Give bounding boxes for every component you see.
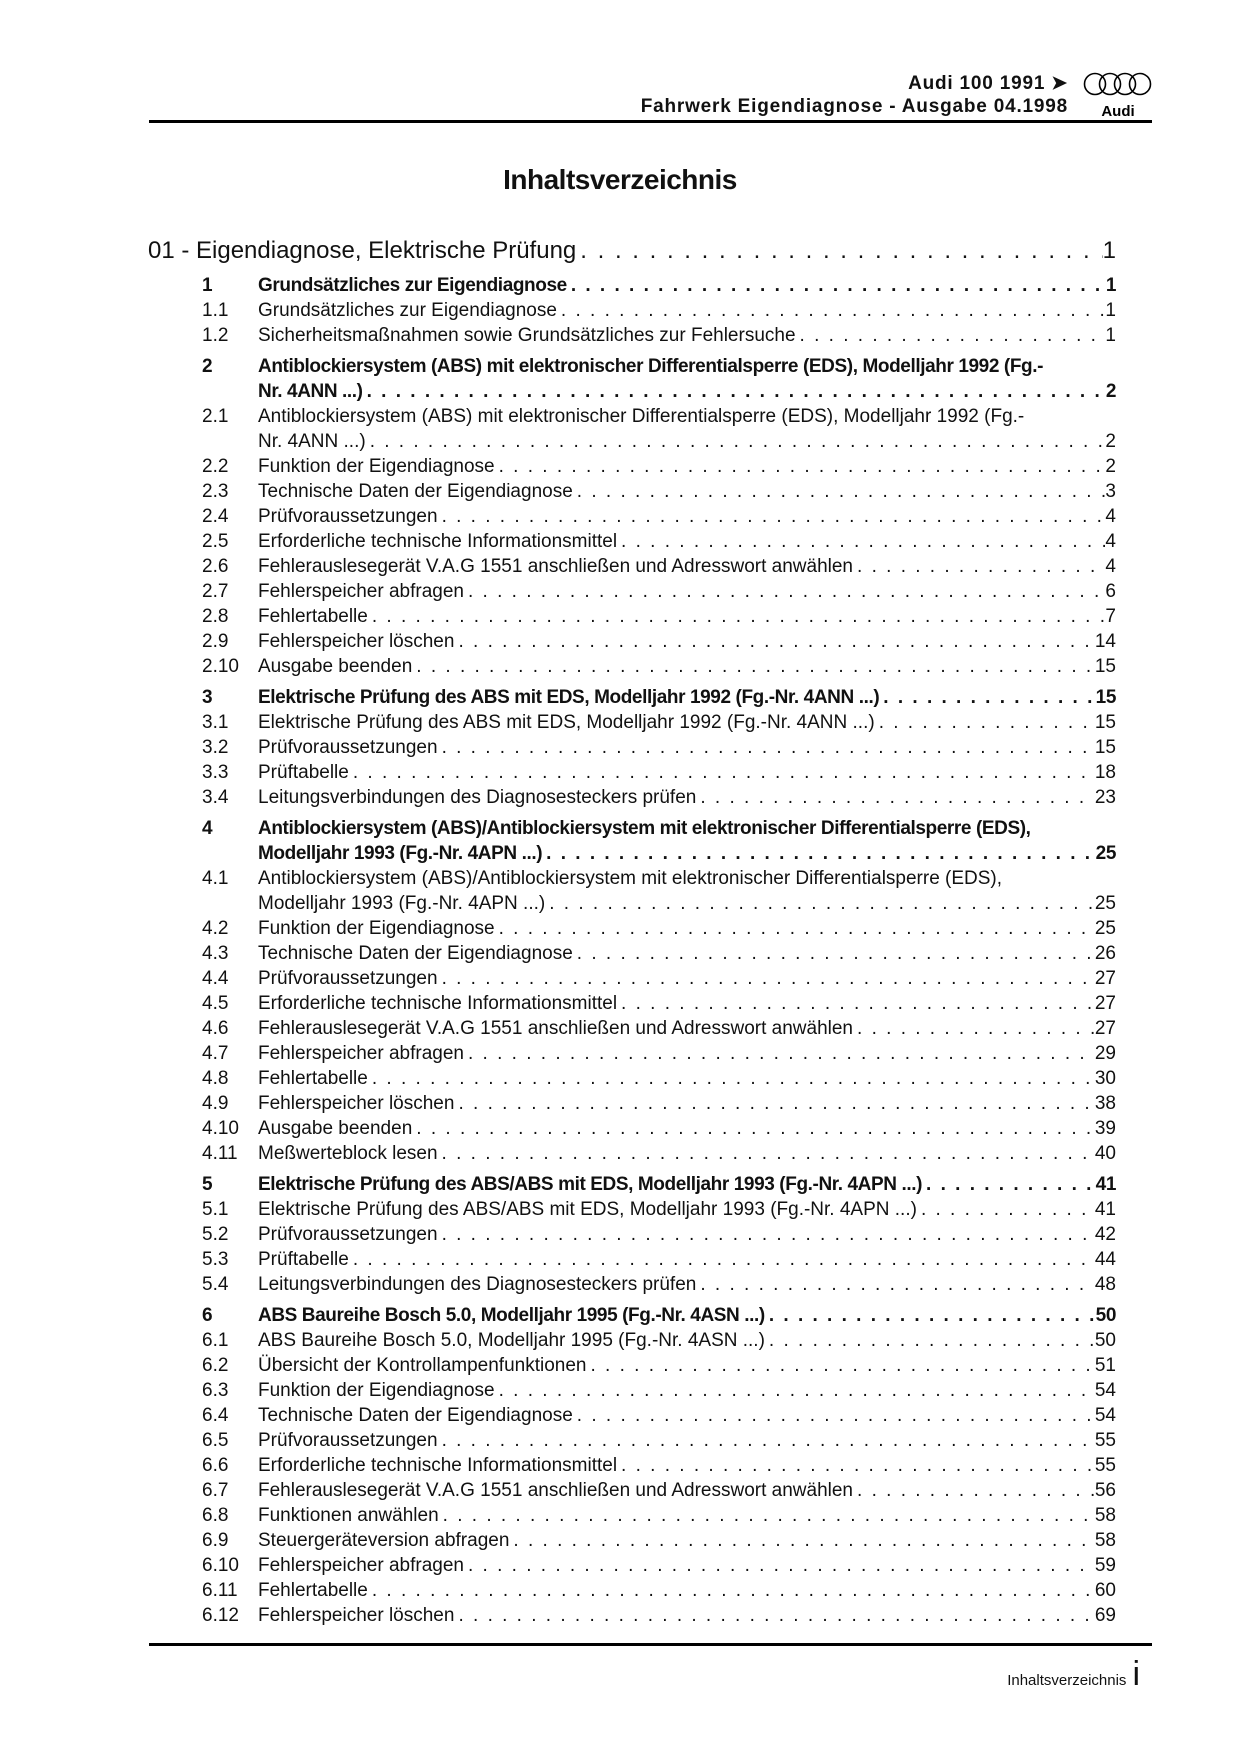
entry-title: Fehlertabelle: [258, 606, 368, 627]
toc-entry[interactable]: [148, 991, 1116, 1016]
toc-entry[interactable]: [148, 735, 1116, 760]
entry-number: 5.4: [202, 1274, 229, 1295]
entry-number: 6: [202, 1305, 213, 1326]
toc-entry[interactable]: [148, 1603, 1116, 1628]
entry-number: 6.3: [202, 1380, 229, 1401]
toc-entry[interactable]: [148, 554, 1116, 579]
entry-number: 5: [202, 1174, 213, 1195]
entry-title: Antiblockiersystem (ABS) mit elektronischer Differentialsperre (EDS), Modelljahr 1992 (Fg.-: [258, 406, 1025, 427]
entry-title: Fehlerspeicher löschen: [258, 1093, 455, 1114]
entry-title: Prüfvoraussetzungen: [258, 968, 438, 989]
entry-title: Fehlertabelle: [258, 1068, 368, 1089]
entry-page: 27: [1094, 993, 1116, 1014]
entry-number: 4.1: [202, 868, 229, 889]
entry-number: 6.6: [202, 1455, 229, 1476]
toc-entry[interactable]: [148, 629, 1116, 654]
entry-number: 4.9: [202, 1093, 229, 1114]
entry-title: Fehlerspeicher löschen: [258, 1605, 455, 1626]
dot-leader: [542, 841, 1096, 866]
dot-leader: [922, 1172, 1096, 1197]
dot-leader: [573, 1403, 1095, 1428]
entry-page: 29: [1094, 1043, 1116, 1064]
dot-leader: [464, 1041, 1095, 1066]
dot-leader: [617, 529, 1105, 554]
entry-page: 14: [1094, 631, 1116, 652]
entry-title: Steuergeräteversion abfragen: [258, 1530, 510, 1551]
toc-entry[interactable]: [148, 404, 1116, 429]
dot-leader: [454, 629, 1094, 654]
header-rule: [149, 120, 1152, 123]
dot-leader: [438, 1428, 1095, 1453]
entry-number: 2.6: [202, 556, 229, 577]
toc-entry[interactable]: [148, 298, 1116, 323]
toc-entry[interactable]: [148, 529, 1116, 554]
entry-title: Technische Daten der Eigendiagnose: [258, 943, 573, 964]
entry-page: 50: [1095, 1305, 1116, 1326]
dot-leader: [495, 916, 1095, 941]
toc-entry[interactable]: [148, 1222, 1116, 1247]
toc-entry[interactable]: [148, 1172, 1116, 1197]
entry-page: 50: [1094, 1330, 1116, 1351]
dot-leader: [439, 1503, 1095, 1528]
entry-title: Prüfvoraussetzungen: [258, 1430, 438, 1451]
dot-leader: [853, 1016, 1095, 1041]
footer: [1007, 1655, 1140, 1694]
toc-entry[interactable]: [148, 685, 1116, 710]
entry-title: Leitungsverbindungen des Diagnosesteckers prüfen: [258, 787, 697, 808]
entry-title: Modelljahr 1993 (Fg.-Nr. 4APN ...): [258, 843, 543, 864]
dot-leader: [412, 1116, 1095, 1141]
dot-leader: [573, 941, 1095, 966]
toc-entry[interactable]: [148, 654, 1116, 679]
toc-entry[interactable]: [148, 1553, 1116, 1578]
entry-title: Erforderliche technische Informationsmittel: [258, 1455, 618, 1476]
entry-number: 2.7: [202, 581, 229, 602]
dot-leader: [557, 298, 1106, 323]
entry-page: 15: [1094, 737, 1116, 758]
toc-entry[interactable]: [148, 1041, 1116, 1066]
entry-page: 54: [1094, 1405, 1116, 1426]
toc-entry[interactable]: [148, 1116, 1116, 1141]
dot-leader: [576, 234, 1102, 267]
entry-number: 3: [202, 687, 213, 708]
entry-number: 2.2: [202, 456, 229, 477]
toc-entry[interactable]: [148, 941, 1116, 966]
entry-number: 1.1: [202, 300, 229, 321]
toc-entry[interactable]: [148, 1016, 1116, 1041]
entry-number: 4.7: [202, 1043, 229, 1064]
entry-page: 58: [1094, 1505, 1116, 1526]
entry-number: 6.10: [202, 1555, 239, 1576]
entry-number: 3.4: [202, 787, 229, 808]
entry-number: 5.2: [202, 1224, 229, 1245]
entry-number: 2.8: [202, 606, 229, 627]
toc-entry[interactable]: [148, 379, 1116, 404]
entry-page: 44: [1094, 1249, 1116, 1270]
entry-number: 2.1: [202, 406, 229, 427]
entry-title: Fehlertabelle: [258, 1580, 368, 1601]
entry-number: 2.3: [202, 481, 229, 502]
entry-title: Elektrische Prüfung des ABS/ABS mit EDS, Modelljahr 1993 (Fg.-Nr. 4APN ...): [258, 1174, 923, 1195]
toc-entry[interactable]: [148, 1403, 1116, 1428]
entry-page: 4: [1105, 531, 1116, 552]
entry-title: Fehlerspeicher abfragen: [258, 581, 464, 602]
toc-entry[interactable]: [148, 579, 1116, 604]
entry-title: Prüfvoraussetzungen: [258, 506, 438, 527]
entry-title: Technische Daten der Eigendiagnose: [258, 1405, 573, 1426]
entry-title: Elektrische Prüfung des ABS/ABS mit EDS, Modelljahr 1993 (Fg.-Nr. 4APN ...): [258, 1199, 917, 1220]
entry-title: Elektrische Prüfung des ABS mit EDS, Modelljahr 1992 (Fg.-Nr. 4ANN ...): [258, 687, 880, 708]
toc-entry[interactable]: [148, 841, 1116, 866]
dot-leader: [765, 1328, 1095, 1353]
entry-title: Grundsätzliches zur Eigendiagnose: [258, 300, 557, 321]
entry-number: 6.2: [202, 1355, 229, 1376]
entry-page: 59: [1094, 1555, 1116, 1576]
dot-leader: [509, 1528, 1094, 1553]
entry-title: Nr. 4ANN ...): [258, 381, 363, 402]
dot-leader: [573, 479, 1106, 504]
toc-entry[interactable]: [148, 429, 1116, 454]
entry-number: 1: [202, 275, 213, 296]
entry-number: 2.9: [202, 631, 229, 652]
entry-page: 2: [1105, 431, 1116, 452]
entry-title: Nr. 4ANN ...): [258, 431, 366, 452]
header-subtitle: Fahrwerk Eigendiagnose - Ausgabe 04.1998: [640, 96, 1068, 117]
entry-title: Antiblockiersystem (ABS) mit elektronischer Differentialsperre (EDS), Modelljahr 1992 (Fg.-: [258, 356, 1044, 377]
dot-leader: [617, 1453, 1095, 1478]
entry-number: 4.8: [202, 1068, 229, 1089]
dot-leader: [495, 454, 1106, 479]
entry-page: 18: [1094, 762, 1116, 783]
toc-entry[interactable]: [148, 1247, 1116, 1272]
table-of-contents: [148, 234, 1116, 1628]
entry-title: Prüftabelle: [258, 762, 349, 783]
footer-rule: [149, 1643, 1152, 1646]
dot-leader: [853, 554, 1105, 579]
dot-leader: [853, 1478, 1095, 1503]
entry-page: 1: [1105, 275, 1116, 296]
dot-leader: [765, 1303, 1096, 1328]
entry-title: Erforderliche technische Informationsmittel: [258, 531, 618, 552]
entry-title: Funktionen anwählen: [258, 1505, 439, 1526]
entry-page: 48: [1094, 1274, 1116, 1295]
entry-title: ABS Baureihe Bosch 5.0, Modelljahr 1995 (Fg.-Nr. 4ASN ...): [258, 1330, 765, 1351]
toc-entry[interactable]: [148, 785, 1116, 810]
dot-leader: [586, 1353, 1094, 1378]
dot-leader: [366, 429, 1106, 454]
toc-entry[interactable]: [148, 866, 1116, 891]
entry-page: 1: [1105, 300, 1116, 321]
entry-title: Funktion der Eigendiagnose: [258, 1380, 495, 1401]
chapter-page: 1: [1102, 237, 1116, 264]
entry-page: 25: [1095, 843, 1116, 864]
entry-page: 30: [1094, 1068, 1116, 1089]
entry-title: Modelljahr 1993 (Fg.-Nr. 4APN ...): [258, 893, 546, 914]
entry-page: 3: [1105, 481, 1116, 502]
dot-leader: [464, 579, 1105, 604]
dot-leader: [696, 1272, 1095, 1297]
entry-number: 2.4: [202, 506, 229, 527]
entry-page: 55: [1094, 1430, 1116, 1451]
audi-rings-icon: [1083, 72, 1153, 122]
dot-leader: [438, 735, 1095, 760]
toc-entry[interactable]: [148, 1197, 1116, 1222]
entry-page: 15: [1094, 712, 1116, 733]
toc-entry[interactable]: [148, 1453, 1116, 1478]
entry-page: 58: [1094, 1530, 1116, 1551]
toc-entry[interactable]: [148, 1428, 1116, 1453]
entry-number: 3.2: [202, 737, 229, 758]
dot-leader: [796, 323, 1106, 348]
entry-number: 2.5: [202, 531, 229, 552]
dot-leader: [454, 1603, 1094, 1628]
dot-leader: [438, 966, 1095, 991]
entry-number: 6.7: [202, 1480, 229, 1501]
toc-entry[interactable]: [148, 354, 1116, 379]
entry-page: 40: [1094, 1143, 1116, 1164]
entry-number: 6.8: [202, 1505, 229, 1526]
dot-leader: [464, 1553, 1095, 1578]
dot-leader: [875, 710, 1095, 735]
dot-leader: [438, 1222, 1095, 1247]
dot-leader: [349, 760, 1095, 785]
entry-number: 4.10: [202, 1118, 239, 1139]
entry-number: 5.1: [202, 1199, 229, 1220]
entry-page: 27: [1094, 968, 1116, 989]
entry-page: 39: [1094, 1118, 1116, 1139]
entry-number: 4.6: [202, 1018, 229, 1039]
entry-title: Erforderliche technische Informationsmittel: [258, 993, 618, 1014]
entry-page: 27: [1094, 1018, 1116, 1039]
entry-title: Übersicht der Kontrollampenfunktionen: [258, 1355, 587, 1376]
entry-number: 6.9: [202, 1530, 229, 1551]
entry-page: 15: [1095, 687, 1116, 708]
toc-entry[interactable]: [148, 1578, 1116, 1603]
toc-entry[interactable]: [148, 816, 1116, 841]
entry-page: 4: [1105, 556, 1116, 577]
toc-entry[interactable]: [148, 1141, 1116, 1166]
toc-entry[interactable]: [148, 916, 1116, 941]
dot-leader: [617, 991, 1095, 1016]
entry-page: 2: [1105, 456, 1116, 477]
entry-title: Prüfvoraussetzungen: [258, 1224, 438, 1245]
toc-entry[interactable]: [148, 1503, 1116, 1528]
entry-page: 4: [1105, 506, 1116, 527]
toc-entry[interactable]: [148, 966, 1116, 991]
entry-number: 6.4: [202, 1405, 229, 1426]
entry-page: 38: [1094, 1093, 1116, 1114]
dot-leader: [495, 1378, 1095, 1403]
toc-entry[interactable]: [148, 760, 1116, 785]
dot-leader: [545, 891, 1095, 916]
footer-section: Inhaltsverzeichnis: [1007, 1672, 1127, 1689]
entry-title: Funktion der Eigendiagnose: [258, 918, 495, 939]
entry-page: 23: [1094, 787, 1116, 808]
entry-title: Ausgabe beenden: [258, 1118, 413, 1139]
entry-number: 5.3: [202, 1249, 229, 1270]
toc-entry[interactable]: [148, 1528, 1116, 1553]
toc-entry[interactable]: [148, 504, 1116, 529]
entry-page: 7: [1105, 606, 1116, 627]
entry-title: Elektrische Prüfung des ABS mit EDS, Modelljahr 1992 (Fg.-Nr. 4ANN ...): [258, 712, 875, 733]
toc-entry[interactable]: [148, 1272, 1116, 1297]
dot-leader: [412, 654, 1095, 679]
entry-number: 4.5: [202, 993, 229, 1014]
entry-title: Fehlerauslesegerät V.A.G 1551 anschließen und Adresswort anwählen: [258, 1480, 854, 1501]
entry-title: Technische Daten der Eigendiagnose: [258, 481, 573, 502]
entry-title: Prüfvoraussetzungen: [258, 737, 438, 758]
dot-leader: [363, 379, 1106, 404]
entry-number: 6.12: [202, 1605, 239, 1626]
entry-number: 2.10: [202, 656, 239, 677]
dot-leader: [368, 1066, 1095, 1091]
toc-entry[interactable]: [148, 1066, 1116, 1091]
entry-page: 56: [1094, 1480, 1116, 1501]
dot-leader: [917, 1197, 1095, 1222]
entry-number: 4.3: [202, 943, 229, 964]
entry-page: 6: [1105, 581, 1116, 602]
entry-title: ABS Baureihe Bosch 5.0, Modelljahr 1995 (Fg.-Nr. 4ASN ...): [258, 1305, 765, 1326]
dot-leader: [349, 1247, 1095, 1272]
entry-number: 1.2: [202, 325, 229, 346]
entry-page: 25: [1094, 893, 1116, 914]
entry-number: 4: [202, 818, 213, 839]
entry-page: 42: [1094, 1224, 1116, 1245]
toc-chapter[interactable]: [148, 234, 1116, 267]
entry-number: 4.4: [202, 968, 229, 989]
toc-entry[interactable]: [148, 273, 1116, 298]
entry-title: Antiblockiersystem (ABS)/Antiblockiersystem mit elektronischer Differentialsperre (EDS),: [258, 868, 1003, 889]
page-title: Inhaltsverzeichnis: [503, 164, 737, 195]
entry-page: 55: [1094, 1455, 1116, 1476]
audi-logo: [1083, 72, 1153, 127]
toc-entry[interactable]: [148, 1328, 1116, 1353]
toc-entry[interactable]: [148, 891, 1116, 916]
entry-title: Fehlerauslesegerät V.A.G 1551 anschließen und Adresswort anwählen: [258, 1018, 854, 1039]
entry-title: Grundsätzliches zur Eigendiagnose: [258, 275, 567, 296]
entry-page: 41: [1094, 1199, 1116, 1220]
entry-title: Meßwerteblock lesen: [258, 1143, 438, 1164]
entry-number: 3.3: [202, 762, 229, 783]
toc-entry[interactable]: [148, 1378, 1116, 1403]
entry-page: 2: [1105, 381, 1116, 402]
toc-entry[interactable]: [148, 710, 1116, 735]
toc-entry[interactable]: [148, 1091, 1116, 1116]
entry-number: 6.5: [202, 1430, 229, 1451]
entry-page: 15: [1094, 656, 1116, 677]
entry-number: 4.11: [202, 1143, 238, 1164]
entry-number: 2: [202, 356, 213, 377]
entry-page: 26: [1094, 943, 1116, 964]
entry-page: 60: [1094, 1580, 1116, 1601]
entry-title: Fehlerspeicher abfragen: [258, 1043, 464, 1064]
entry-title: Sicherheitsmaßnahmen sowie Grundsätzliches zur Fehlersuche: [258, 325, 796, 346]
toc-entry[interactable]: [148, 323, 1116, 348]
dot-leader: [879, 685, 1095, 710]
entry-title: Prüftabelle: [258, 1249, 349, 1270]
chapter-title: 01 - Eigendiagnose, Elektrische Prüfung: [148, 237, 577, 264]
footer-page-number: i: [1132, 1655, 1140, 1693]
audi-logo-text: Audi: [1101, 103, 1135, 120]
dot-leader: [454, 1091, 1094, 1116]
header-model: Audi 100 1991 ➤: [908, 73, 1068, 94]
entry-title: Fehlerauslesegerät V.A.G 1551 anschließen und Adresswort anwählen: [258, 556, 854, 577]
entry-page: 51: [1094, 1355, 1116, 1376]
dot-leader: [567, 273, 1106, 298]
toc-entry[interactable]: [148, 1478, 1116, 1503]
entry-page: 41: [1095, 1174, 1116, 1195]
toc-entry[interactable]: [148, 479, 1116, 504]
entry-number: 6.1: [202, 1330, 229, 1351]
dot-leader: [438, 1141, 1095, 1166]
entry-page: 69: [1094, 1605, 1116, 1626]
entry-title: Leitungsverbindungen des Diagnosesteckers prüfen: [258, 1274, 697, 1295]
toc-entry[interactable]: [148, 1303, 1116, 1328]
dot-leader: [368, 1578, 1095, 1603]
entry-page: 25: [1094, 918, 1116, 939]
entry-page: 54: [1094, 1380, 1116, 1401]
dot-leader: [368, 604, 1106, 629]
entry-number: 6.11: [202, 1580, 238, 1601]
toc-entry[interactable]: [148, 454, 1116, 479]
entry-title: Antiblockiersystem (ABS)/Antiblockiersystem mit elektronischer Differentialsperre (EDS),: [258, 818, 1031, 839]
entry-title: Funktion der Eigendiagnose: [258, 456, 495, 477]
entry-title: Fehlerspeicher abfragen: [258, 1555, 464, 1576]
dot-leader: [696, 785, 1095, 810]
toc-entry[interactable]: [148, 604, 1116, 629]
entry-page: 1: [1105, 325, 1116, 346]
entry-title: Fehlerspeicher löschen: [258, 631, 455, 652]
entry-title: Ausgabe beenden: [258, 656, 413, 677]
dot-leader: [438, 504, 1106, 529]
entry-number: 4.2: [202, 918, 229, 939]
toc-entry[interactable]: [148, 1353, 1116, 1378]
entry-number: 3.1: [202, 712, 229, 733]
